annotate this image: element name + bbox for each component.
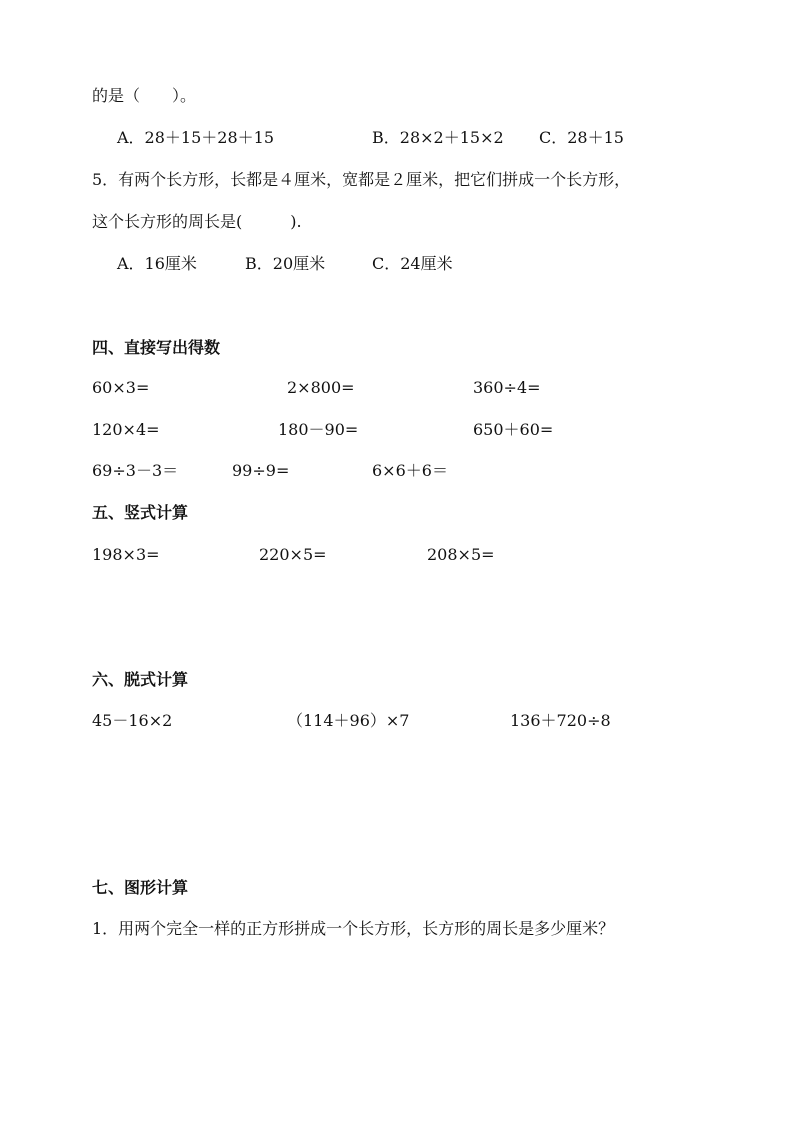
sec4-r3-c1: 69÷3－3＝ — [92, 461, 179, 480]
sec6-item-2: （114＋96）×7 — [287, 711, 410, 730]
sec5-item-1: 198×3= — [92, 545, 160, 564]
sec4-r2-c2: 180－90= — [278, 420, 359, 439]
section-4-title: 四、直接写出得数 — [92, 338, 221, 357]
sec5-item-3: 208×5= — [427, 545, 495, 564]
sec5-item-2: 220×5= — [259, 545, 327, 564]
sec7-question-1: 1．用两个完全一样的正方形拼成一个长方形，长方形的周长是多少厘米？ — [92, 919, 615, 938]
q5-option-b[interactable]: B．20厘米 — [245, 254, 326, 273]
sec4-r2-c1: 120×4= — [92, 420, 160, 439]
q4-option-a[interactable]: A．28＋15＋28＋15 — [117, 128, 274, 147]
q5-stem-line2: 这个长方形的周长是( ). — [92, 212, 302, 231]
q4-tail: 的是（ ）。 — [92, 86, 197, 105]
q5-option-c[interactable]: C．24厘米 — [372, 254, 453, 273]
q5-option-a[interactable]: A．16厘米 — [117, 254, 197, 273]
sec6-item-1: 45－16×2 — [92, 711, 173, 730]
sec4-r3-c3: 6×6＋6＝ — [372, 461, 448, 480]
section-6-title: 六、脱式计算 — [92, 670, 189, 689]
sec4-r1-c2: 2×800= — [287, 378, 355, 397]
sec4-r3-c2: 99÷9= — [232, 461, 290, 480]
q4-option-c[interactable]: C．28＋15 — [539, 128, 624, 147]
q4-option-b[interactable]: B．28×2＋15×2 — [372, 128, 504, 147]
sec4-r2-c3: 650＋60= — [473, 420, 554, 439]
sec4-r1-c3: 360÷4= — [473, 378, 541, 397]
section-7-title: 七、图形计算 — [92, 878, 189, 897]
q5-stem-line1: 5．有两个长方形，长都是４厘米，宽都是２厘米，把它们拼成一个长方形， — [92, 170, 631, 189]
sec4-r1-c1: 60×3= — [92, 378, 150, 397]
section-5-title: 五、竖式计算 — [92, 503, 189, 522]
sec6-item-3: 136＋720÷8 — [510, 711, 611, 730]
